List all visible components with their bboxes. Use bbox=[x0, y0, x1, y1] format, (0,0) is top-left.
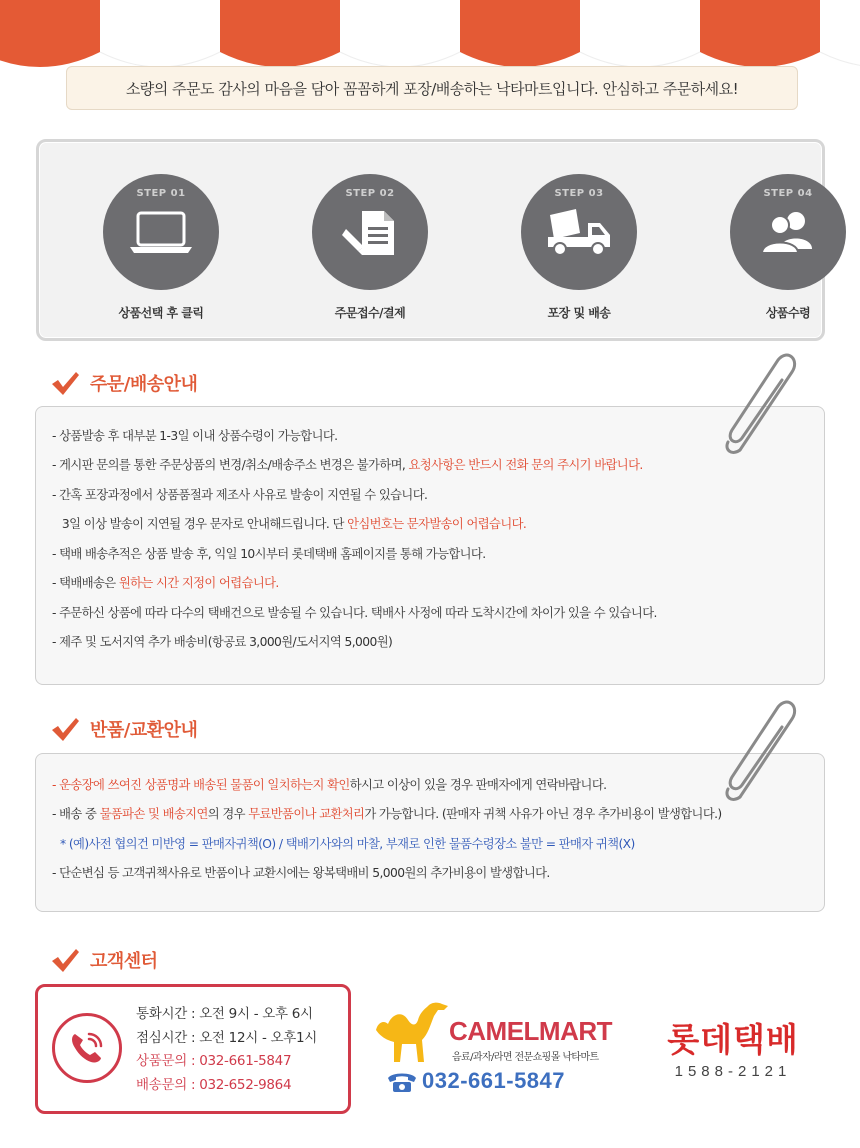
camelmart-phone[interactable]: 032-661-5847 bbox=[422, 1068, 566, 1093]
step-1-circle bbox=[103, 174, 219, 290]
step-2-circle bbox=[312, 174, 428, 290]
order-line bbox=[52, 513, 808, 536]
order-line-highlight: 안심번호는 문자발송이 어렵습니다. bbox=[347, 517, 527, 532]
order-section-title: 주문/배송안내 bbox=[90, 374, 198, 395]
laptop-icon bbox=[128, 209, 194, 259]
lotte-name: 롯데택배 bbox=[667, 1020, 799, 1059]
step-1-number: STEP 01 bbox=[136, 188, 186, 199]
awning-stripe bbox=[700, 0, 820, 67]
delivery-inquiry-phone[interactable]: 배송문의 : 032-652-9864 bbox=[136, 1076, 292, 1093]
returns-line-2 bbox=[52, 803, 808, 826]
order-line bbox=[52, 425, 808, 448]
order-line bbox=[52, 572, 808, 595]
customer-section-title: 고객센터 bbox=[90, 951, 158, 972]
order-line-highlight: 원하는 시간 지정이 어렵습니다. bbox=[118, 576, 279, 591]
awning-stripe bbox=[580, 0, 700, 67]
camelmart-subtitle: 음료/과자/라면 전문쇼핑몰 낙타마트 bbox=[452, 1052, 599, 1063]
customer-section-header bbox=[50, 947, 158, 973]
truck-icon bbox=[544, 209, 614, 261]
order-info-list bbox=[52, 425, 808, 655]
awning-stripe bbox=[100, 0, 220, 67]
checkmark-icon bbox=[50, 947, 80, 973]
telephone-icon bbox=[386, 1070, 418, 1094]
awning-stripe bbox=[340, 0, 460, 67]
step-4 bbox=[728, 174, 848, 321]
returns-line-4: - 단순변심 등 고객귀책사유로 반품이나 교환시에는 왕복택배비 5,000원의 추가비용이 발생합니다. bbox=[52, 865, 550, 880]
step-4-circle bbox=[730, 174, 846, 290]
camel-icon bbox=[372, 1000, 454, 1066]
returns-line-2-highlight-2: 무료반품이나 교환처리 bbox=[248, 807, 365, 822]
order-line-text: - 상품발송 후 대부분 1-3일 이내 상품수령이 가능합니다. bbox=[52, 429, 338, 443]
document-pen-icon bbox=[340, 209, 400, 263]
step-4-label: 상품수령 bbox=[765, 306, 811, 320]
returns-line-2-text-a: - 배송 중 bbox=[52, 807, 100, 822]
order-line-text: - 제주 및 도서지역 추가 배송비(항공료 3,000원/도서지역 5,000원) bbox=[52, 635, 393, 650]
returns-line-2-highlight-1: 물품파손 및 배송지연 bbox=[99, 807, 208, 822]
order-line bbox=[52, 631, 808, 654]
product-inquiry-phone[interactable]: 상품문의 : 032-661-5847 bbox=[136, 1053, 292, 1069]
step-3-number: STEP 03 bbox=[554, 188, 604, 199]
returns-section-header bbox=[50, 716, 197, 742]
order-line-text: 3일 이상 발송이 지연될 경우 문자로 안내해드립니다. 단 bbox=[52, 517, 348, 532]
checkmark-icon bbox=[50, 370, 80, 396]
step-3 bbox=[519, 174, 639, 321]
order-line bbox=[52, 454, 808, 477]
order-line-text: - 게시판 문의를 통한 주문상품의 변경/취소/배송주소 변경은 불가하며, bbox=[52, 458, 409, 473]
order-line bbox=[52, 602, 808, 625]
step-3-label: 포장 및 배송 bbox=[547, 306, 611, 320]
step-2-label: 주문접수/결제 bbox=[334, 306, 406, 320]
order-section-header bbox=[50, 370, 197, 396]
returns-line-2-text-b: 의 경우 bbox=[207, 807, 249, 822]
returns-section-title: 반품/교환안내 bbox=[90, 720, 198, 741]
phone-icon bbox=[52, 1013, 122, 1083]
camelmart-logo bbox=[372, 1000, 632, 1100]
awning-stripe bbox=[0, 0, 100, 67]
call-hours: 통화시간 : 오전 9시 - 오후 6시 bbox=[136, 1006, 313, 1022]
order-steps-panel bbox=[36, 139, 825, 341]
order-info-box bbox=[35, 406, 825, 685]
order-line-text: - 택배배송은 bbox=[52, 576, 119, 591]
returns-line-2-text-c: 가 가능합니다. (판매자 귀책 사유가 아닌 경우 추가비용이 발생합니다.) bbox=[364, 807, 722, 822]
checkmark-icon bbox=[50, 716, 80, 742]
awning-stripe bbox=[220, 0, 340, 67]
step-4-number: STEP 04 bbox=[763, 188, 813, 199]
returns-line-1 bbox=[52, 774, 808, 797]
returns-line-3: * (예)사전 협의건 미반영 = 판매자귀책(O) / 택배기사와의 마찰, 부재로 인한 물품수령장소 불만 = 판매자 귀책(X) bbox=[60, 836, 635, 851]
customer-center-box bbox=[35, 984, 351, 1114]
users-icon bbox=[758, 209, 818, 259]
lotte-delivery-logo bbox=[648, 1014, 818, 1084]
order-line-text: - 간혹 포장과정에서 상품품절과 제조사 사유로 발송이 지연될 수 있습니다. bbox=[52, 487, 428, 502]
paperclip-icon bbox=[722, 697, 810, 807]
order-line-text: - 택배 배송추적은 상품 발송 후, 익일 10시부터 롯데택배 홈페이지를 통해 가능합니다. bbox=[52, 546, 486, 561]
step-2-number: STEP 02 bbox=[345, 188, 395, 199]
returns-line-1-text: 하시고 이상이 있을 경우 판매자에게 연락바랍니다. bbox=[349, 778, 607, 792]
paperclip-icon bbox=[722, 350, 810, 460]
order-line-highlight: 요청사항은 반드시 전화 문의 주시기 바랍니다. bbox=[408, 458, 643, 473]
camelmart-brand: CAMELMART bbox=[449, 1016, 613, 1046]
returns-line-1-highlight: - 운송장에 쓰여진 상품명과 배송된 물품이 일치하는지 확인 bbox=[52, 778, 350, 792]
lotte-phone[interactable]: 1588-2121 bbox=[674, 1063, 792, 1080]
step-1-label: 상품선택 후 클릭 bbox=[118, 306, 204, 320]
order-line bbox=[52, 484, 808, 507]
customer-center-info bbox=[136, 1003, 317, 1097]
lunch-hours: 점심시간 : 오전 12시 - 오후1시 bbox=[136, 1029, 318, 1046]
banner-text: 소량의 주문도 감사의 마음을 담아 꼼꼼하게 포장/배송하는 낙타마트입니다. 안심하고 주문하세요! bbox=[125, 79, 739, 98]
welcome-banner bbox=[66, 66, 798, 110]
order-line bbox=[52, 543, 808, 566]
order-line-text: - 주문하신 상품에 따라 다수의 택배건으로 발송될 수 있습니다. 택배사 사정에 따라 도착시간에 차이가 있을 수 있습니다. bbox=[52, 605, 657, 620]
awning-stripe bbox=[460, 0, 580, 67]
step-1 bbox=[101, 174, 221, 321]
step-2 bbox=[310, 174, 430, 321]
returns-info-box bbox=[35, 753, 825, 912]
step-3-circle bbox=[521, 174, 637, 290]
